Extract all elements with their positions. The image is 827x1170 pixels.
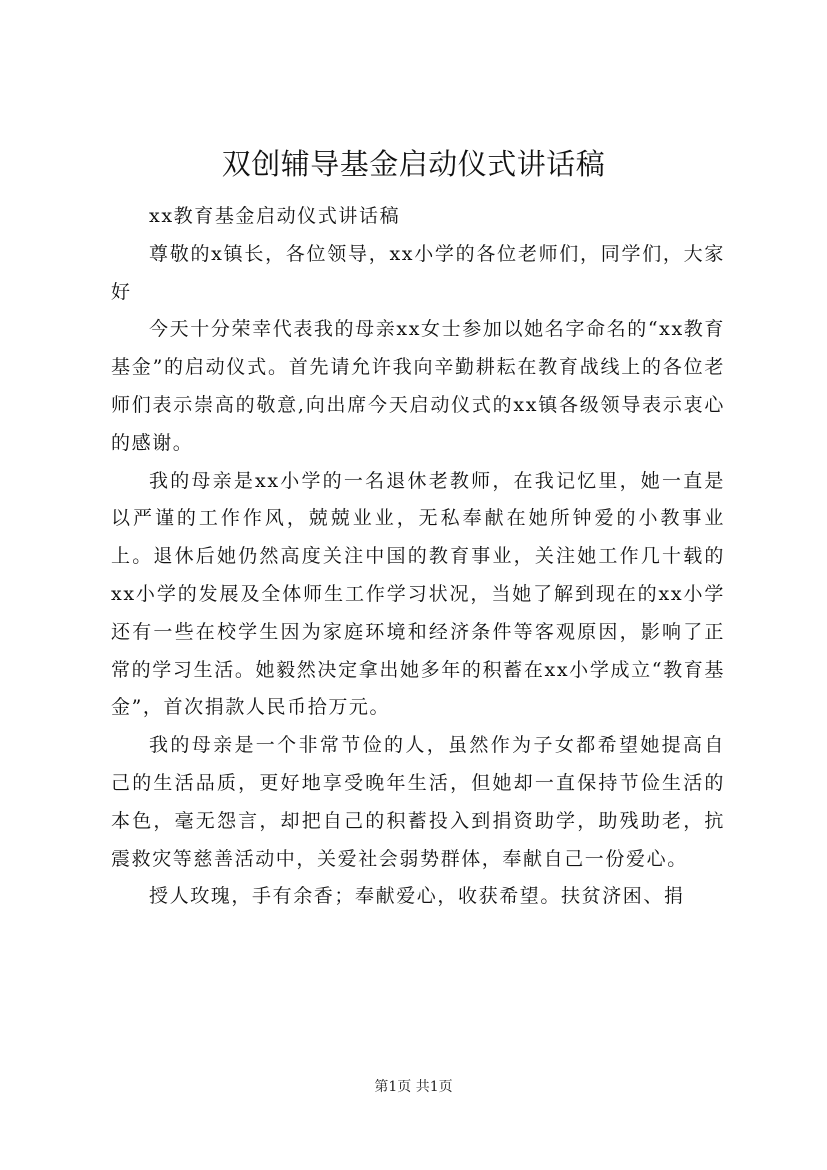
paragraph-4: 授人玫瑰，手有余香；奉献爱心，收获希望。扶贫济困、捐 [149, 885, 685, 908]
paragraph-3: 我的母亲是一个非常节俭的人，虽然作为子女都希望她提高自己的生活品质，更好地享受晚年生活，但她却一直保持节俭生活的本色，毫无怨言，却把自己的积蓄投入到捐资助学，助残助老，抗震救灾等慈善活动中，关爱社会弱势群体，奉献自己一份爱心。 [111, 734, 725, 870]
paragraph-1: 今天十分荣幸代表我的母亲xx女士参加以她名字命名的“xx教育基金”的启动仪式。首先请允许我向辛勤耕耘在教育战线上的各位老师们表示崇高的敬意,向出席今天启动仪式的xx镇各级领导表示衷心的感谢。 [111, 318, 725, 454]
paragraph-2: 我的母亲是xx小学的一名退休老教师，在我记忆里，她一直是以严谨的工作作风，兢兢业业，无私奉献在她所钟爱的小教事业上。退休后她仍然高度关注中国的教育事业，关注她工作几十载的xx小学的发展及全体师生工作学习状况，当她了解到现在的xx小学还有一些在校学生因为家庭环境和经济条件等客观原因，影响了正常的学习生活。她毅然决定拿出她多年的积蓄在xx小学成立“教育基金”，首次捐款人民币拾万元。 [111, 469, 725, 719]
document-body [111, 198, 725, 916]
paragraph-subtitle: xx教育基金启动仪式讲话稿 [149, 205, 401, 227]
paragraph-greeting: 尊敬的x镇长，各位领导，xx小学的各位老师们，同学们，大家好 [111, 242, 725, 303]
document-title: 双创辅导基金启动仪式讲话稿 [221, 147, 606, 181]
page-footer: 第1页 共1页 [374, 1079, 453, 1095]
